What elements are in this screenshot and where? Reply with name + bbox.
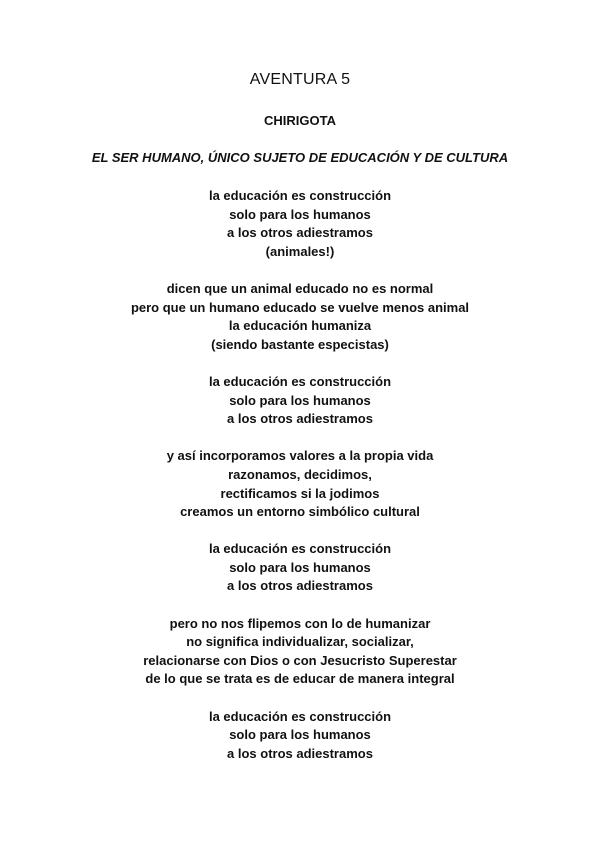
poem-line: solo para los humanos xyxy=(229,392,371,408)
poem-line: la educación es construcción xyxy=(208,708,392,724)
poem-chorus xyxy=(0,373,600,429)
poem-line: la educación es construcción xyxy=(208,541,392,557)
poem-line: pero no nos flipemos con lo de humanizar xyxy=(169,615,431,631)
poem-stanza xyxy=(0,615,600,689)
poem-line: (animales!) xyxy=(265,243,335,259)
poem-line: de lo que se trata es de educar de manera integral xyxy=(145,671,455,687)
poem-stanza xyxy=(0,447,600,521)
document-subtitle: CHIRIGOTA xyxy=(264,113,336,128)
poem-line: no significa individualizar, socializar, xyxy=(186,634,414,650)
poem-chorus xyxy=(0,540,600,596)
poem-line: solo para los humanos xyxy=(229,727,371,743)
poem-stanza xyxy=(0,280,600,354)
poem-line: rectificamos si la jodimos xyxy=(220,485,380,501)
document-title: AVENTURA 5 xyxy=(249,71,351,88)
poem-line: razonamos, decidimos, xyxy=(228,466,372,482)
poem-line: a los otros adiestramos xyxy=(227,225,373,241)
poem-line: la educación es construcción xyxy=(208,373,392,389)
poem-line: creamos un entorno simbólico cultural xyxy=(180,504,420,520)
poem-line: a los otros adiestramos xyxy=(227,578,373,594)
poem-line: la educación es construcción xyxy=(208,188,392,203)
poem-line: a los otros adiestramos xyxy=(227,411,373,427)
poem-line: dicen que un animal educado no es normal xyxy=(166,280,434,296)
poem-chorus xyxy=(0,708,600,764)
poem-stanza xyxy=(0,187,600,261)
poem-line: la educación humaniza xyxy=(228,318,372,334)
poem-line: solo para los humanos xyxy=(229,559,371,575)
poem-line: y así incorporamos valores a la propia vida xyxy=(166,448,434,464)
poem-line: pero que un humano educado se vuelve menos animal xyxy=(130,299,470,315)
section-heading: EL SER HUMANO, ÚNICO SUJETO DE EDUCACIÓN Y DE CULTURA xyxy=(91,150,509,165)
poem-line: a los otros adiestramos xyxy=(227,745,373,761)
poem-line: relacionarse con Dios o con Jesucristo Superestar xyxy=(143,652,457,668)
poem-body xyxy=(0,187,600,782)
poem-line: solo para los humanos xyxy=(229,206,371,222)
poem-line: (siendo bastante especistas) xyxy=(211,336,389,352)
